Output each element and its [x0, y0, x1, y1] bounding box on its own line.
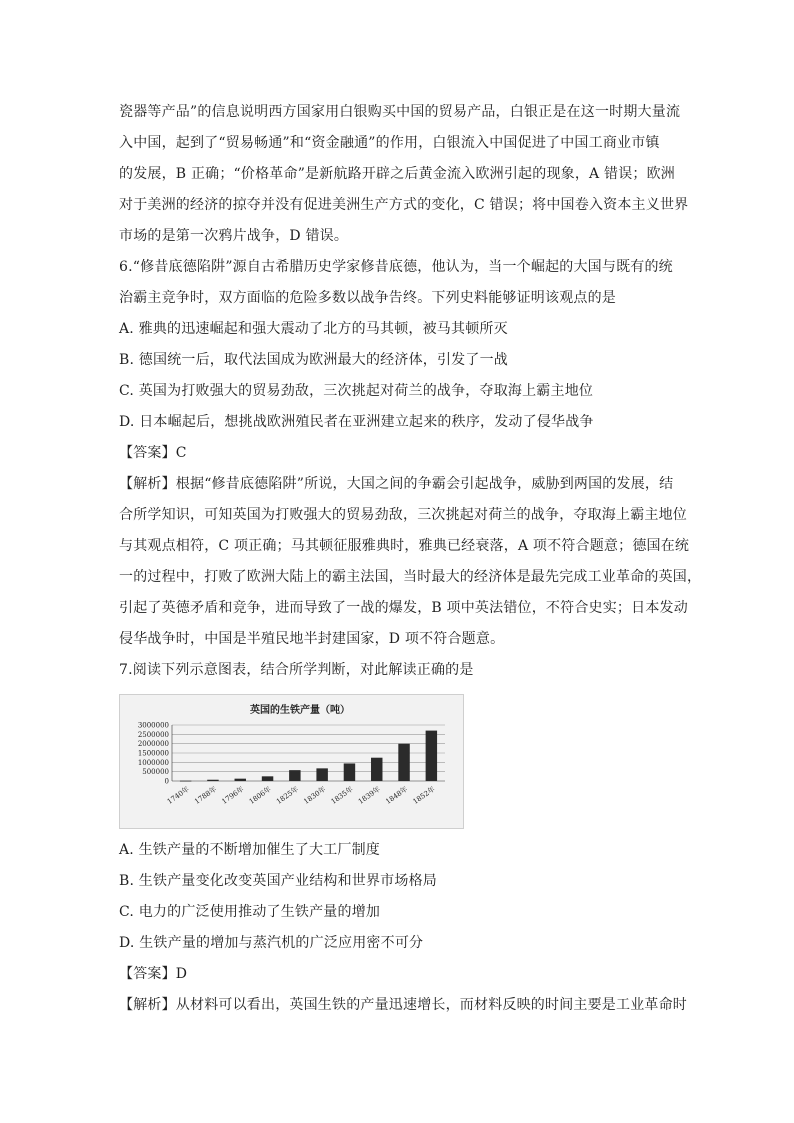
- bar-1825年: [289, 770, 300, 781]
- bar-1839年: [371, 758, 382, 781]
- x-category-label: 1835年: [329, 785, 355, 806]
- y-tick-label: 2500000: [137, 730, 169, 739]
- bar-1835年: [344, 763, 355, 781]
- text-line: 合所学知识，可知英国为打败强大的贸易劲敌，三次挑起对荷兰的战争，夺取海上霸主地位: [119, 507, 687, 523]
- text-line: 入中国，起到了“贸易畅通”和“资金融通”的作用，白银流入中国促进了中国工商业市镇: [119, 135, 660, 151]
- text-line: 对于美洲的经济的掠夺并没有促进美洲生产方式的变化，C 错误；将中国卷入资本主义世界: [119, 197, 689, 213]
- y-tick-label: 2000000: [137, 740, 169, 749]
- text-line: 市场的是第一次鸦片战争，D 错误。: [119, 228, 349, 244]
- x-category-label: 1825年: [275, 785, 300, 806]
- text-line: 瓷器等产品”的信息说明西方国家用白银购买中国的贸易产品，白银正是在这一时期大量流: [119, 104, 681, 120]
- text-line: D. 生铁产量的增加与蒸汽机的广泛应用密不可分: [119, 935, 424, 951]
- text-line: 【解析】根据“修昔底德陷阱”所说，大国之间的争霸会引起战争，威胁到两国的发展，结: [119, 476, 674, 492]
- x-category-label: 1788年: [193, 785, 219, 806]
- text-line: 的发展，B 正确；“价格革命”是新航路开辟之后黄金流入欧洲引起的现象，A 错误；欧洲: [119, 166, 676, 182]
- bar-1830年: [316, 768, 327, 781]
- text-line: B. 德国统一后，取代法国成为欧洲最大的经济体，引发了一战: [119, 352, 508, 368]
- y-tick-label: 1000000: [137, 758, 169, 767]
- chart-svg: [120, 695, 463, 828]
- bar-1848年: [398, 744, 409, 781]
- text-line: A. 雅典的迅速崛起和强大震动了北方的马其顿，被马其顿所灭: [119, 321, 508, 337]
- text-line: B. 生铁产量变化改变英国产业结构和世界市场格局: [119, 873, 437, 889]
- text-line: 一的过程中，打败了欧洲大陆上的霸主法国，当时最大的经济体是最先完成工业革命的英国，: [119, 569, 702, 585]
- bar-1740年: [180, 781, 191, 782]
- x-category-label: 1740年: [165, 785, 191, 806]
- x-category-label: 1806年: [247, 785, 273, 806]
- x-category-label: 1830年: [302, 785, 328, 806]
- text-line: C. 电力的广泛使用推动了生铁产量的增加: [119, 904, 381, 920]
- text-line: 7.阅读下列示意图表，结合所学判断，对此解读正确的是: [119, 662, 474, 678]
- text-line: 【答案】D: [119, 966, 188, 982]
- bar-1796年: [235, 779, 246, 781]
- text-line: 【解析】从材料可以看出，英国生铁的产量迅速增长，而材料反映的时间主要是工业革命时: [119, 997, 687, 1013]
- text-line: 治霸主竞争时，双方面临的危险多数以战争告终。下列史料能够证明该观点的是: [119, 290, 616, 306]
- text-line: 与其观点相符，C 项正确；马其顿征服雅典时，雅典已经衰落，A 项不符合题意；德国在统: [119, 538, 690, 554]
- chart-title: 英国的生铁产量（吨）: [250, 705, 350, 716]
- x-category-label: 1839年: [356, 785, 382, 806]
- y-tick-label: 0: [164, 777, 169, 786]
- x-category-label: 1796年: [220, 785, 246, 806]
- y-tick-label: 1500000: [137, 749, 169, 758]
- text-line: 侵华战争时，中国是半殖民地半封建国家，D 项不符合题意。: [119, 631, 505, 647]
- text-line: A. 生铁产量的不断增加催生了大工厂制度: [119, 842, 381, 858]
- text-line: C. 英国为打败强大的贸易劲敌，三次挑起对荷兰的战争，夺取海上霸主地位: [119, 383, 594, 399]
- text-line: D. 日本崛起后，想挑战欧洲殖民者在亚洲建立起来的秩序，发动了侵华战争: [119, 414, 594, 430]
- bar-1852年: [426, 731, 437, 781]
- pig-iron-chart: [119, 694, 464, 829]
- text-line: 6.“修昔底德陷阱”源自古希腊历史学家修昔底德，他认为，当一个崛起的大国与既有的统: [119, 259, 673, 275]
- y-tick-label: 3000000: [137, 721, 169, 730]
- text-line: 引起了英德矛盾和竞争，进而导致了一战的爆发，B 项中英法错位，不符合史实；日本发动: [119, 600, 688, 616]
- text-line: 【答案】C: [119, 445, 187, 461]
- bar-1806年: [262, 776, 273, 781]
- x-category-label: 1852年: [411, 785, 437, 806]
- bar-1788年: [207, 780, 218, 781]
- x-category-label: 1848年: [384, 785, 410, 806]
- y-tick-label: 500000: [142, 768, 169, 777]
